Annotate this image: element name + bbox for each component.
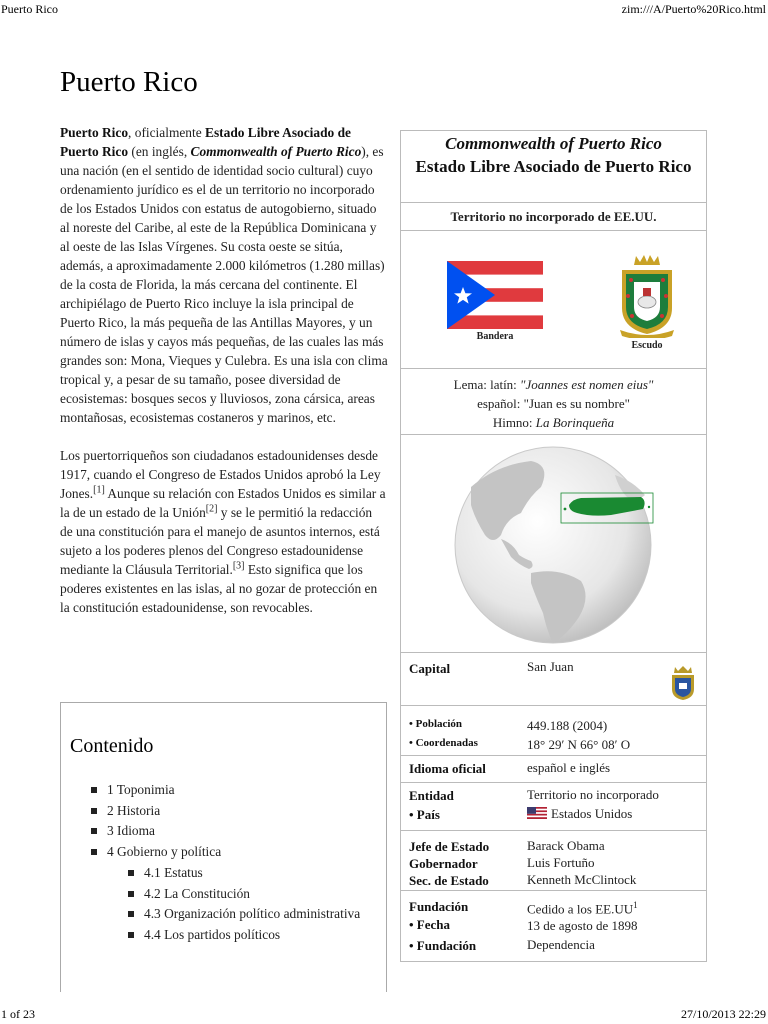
governor-value-link[interactable]: Luis Fortuño xyxy=(527,855,595,870)
print-header-url: zim:///A/Puerto%20Rico.html xyxy=(621,2,766,16)
entity-label: Entidad xyxy=(409,788,454,803)
infobox-name-english: Commonwealth of Puerto Rico xyxy=(445,134,662,153)
population-value: 449.188 (2004) xyxy=(527,718,608,733)
founding-ref-link[interactable]: 1 xyxy=(633,900,638,910)
anthem-link[interactable]: La Borinqueña xyxy=(535,415,615,430)
print-footer xyxy=(0,1006,768,1024)
flag-caption: Bandera xyxy=(476,331,514,342)
article-body xyxy=(60,123,388,636)
country-value-link[interactable]: Estados Unidos xyxy=(551,806,633,821)
population-label: • Población xyxy=(409,718,463,730)
head-of-state-value-link[interactable]: Barack Obama xyxy=(527,838,605,853)
motto-spanish: español: "Juan es su nombre" xyxy=(477,396,630,411)
entity-value: Territorio no incorporado xyxy=(527,787,659,802)
capital-value-link[interactable]: San Juan xyxy=(527,659,574,674)
capital-label: Capital xyxy=(409,661,451,676)
infobox xyxy=(400,130,707,962)
print-header xyxy=(0,2,768,18)
infobox-row-population xyxy=(401,706,706,756)
toc-item[interactable]: 4.3 Organización político administrativa xyxy=(128,904,381,925)
intro-bold-official: Estado Libre Asociado de Puerto Rico xyxy=(60,125,351,159)
founding-label: Fundación xyxy=(409,899,469,914)
print-timestamp: 27/10/2013 22:29 xyxy=(680,1007,766,1021)
infobox-row-government xyxy=(401,831,706,891)
para2-text-2: Aunque su relación con Estados Unidos es similar a la de un estado de la Unión xyxy=(60,486,386,520)
head-of-state-label: Jefe de Estado xyxy=(409,839,490,854)
capital-shield-icon[interactable] xyxy=(669,665,697,701)
governor-label: Gobernador xyxy=(409,856,478,871)
infobox-symbols xyxy=(401,231,706,369)
coordinates-label: • Coordenadas xyxy=(409,737,478,749)
print-header-title: Puerto Rico xyxy=(1,2,58,16)
motto-latin-line xyxy=(401,375,706,394)
toc-item[interactable]: 2 Historia xyxy=(91,801,381,822)
country-value[interactable] xyxy=(527,806,632,822)
founding-value-text: Cedido a los EE.UU xyxy=(527,901,634,917)
para2-text-1: Los puertorriqueños son ciudadanos estadounidenses desde 1917, cuando el Congreso de Estados Unidos aprobó la Ley Jones. xyxy=(60,448,381,501)
page-title: Puerto Rico xyxy=(60,66,198,98)
toc-item[interactable]: 3 Idioma xyxy=(91,821,381,842)
infobox-header xyxy=(401,131,706,203)
intro-english-name: Commonwealth of Puerto Rico xyxy=(190,144,362,159)
intro-text-2: (en inglés, xyxy=(128,144,191,159)
date-label: • Fecha xyxy=(409,917,451,932)
infobox-name-spanish: Estado Libre Asociado de Puerto Rico xyxy=(415,157,692,176)
infobox-data-rows xyxy=(401,653,706,955)
para2-text-4: Esto significa que los poderes existentes en las islas, al no gozar de protección en la constitución estadounidense, son revocables. xyxy=(60,562,378,615)
citizenship-paragraph xyxy=(60,446,388,617)
infobox-type: Territorio no incorporado de EE.UU. xyxy=(401,203,706,231)
motto-latin: "Joannes est nomen eius" xyxy=(520,377,654,392)
ref-link-2[interactable]: [2] xyxy=(205,503,218,515)
anthem-line xyxy=(401,413,706,432)
intro-text-1: , oficialmente xyxy=(128,125,206,140)
table-of-contents xyxy=(60,702,387,992)
language-value: español e inglés xyxy=(527,760,611,775)
founding-value xyxy=(527,900,638,917)
country-label: • País xyxy=(409,807,440,822)
founding2-value: Dependencia xyxy=(527,937,595,952)
ref-link-3[interactable]: [3] xyxy=(232,560,245,572)
motto-prefix: Lema: latín: xyxy=(453,377,521,392)
intro-paragraph xyxy=(60,123,388,427)
toc-item[interactable]: 4.2 La Constitución xyxy=(128,884,381,905)
secretary-label: Sec. de Estado xyxy=(409,873,489,888)
infobox-motto xyxy=(401,369,706,435)
ref-link-1[interactable]: [1] xyxy=(93,484,105,496)
infobox-row-language xyxy=(401,756,706,783)
coat-of-arms-icon[interactable] xyxy=(614,252,680,338)
language-label: Idioma oficial xyxy=(409,761,486,776)
intro-text-3: ), es una nación (en el sentido de identidad socio cultural) cuyo ordenamiento jurídico es el de un territorio no incorporado de los Estados Unidos con estatus de autogobierno, situado al noreste del Caribe, al este de la República Dominicana y al oeste de las Islas Vírgenes. Su costa oeste se sitúa, además, a aproximadamente 2.000 kilómetros (1.280 millas) de la costa de Florida, la más cercana del continente. El archipiélago de Puerto Rico incluye la isla principal de Puerto Rico, la más pequeña de las Antillas Mayores, y un número de islas y cayos más pequeñas, de las cuales las más grandes son: Mona, Vieques y Culebra. Es una isla con clima tropical y, a pesar de su tamaño, posee diversidad de ecosistemas: bosques secos y lluviosos, zona cársica, areas montañosas, ecosistemas costaneros y marinos, etc. xyxy=(60,144,388,425)
toc-item[interactable]: 1 Toponimia xyxy=(91,780,381,801)
orthographic-map-icon[interactable] xyxy=(401,435,706,653)
page-counter: 1 of 23 xyxy=(1,1007,35,1021)
toc-item[interactable]: 4.4 Los partidos políticos xyxy=(128,925,381,946)
infobox-map xyxy=(401,435,706,653)
coordinates-value-link[interactable]: 18° 29′ N 66° 08′ O xyxy=(527,737,631,752)
toc-item[interactable]: 4 Gobierno y política xyxy=(91,842,381,863)
para2-text-3: y se le permitió la redacción de una constitución para el manejo de asuntos internos, está sujeto a los poderes plenos del Congreso estadounidense mediante la Cláusula Territorial. xyxy=(60,505,380,577)
founding2-label: • Fundación xyxy=(409,938,477,953)
infobox-row-founding xyxy=(401,891,706,955)
toc-list xyxy=(91,780,381,946)
infobox-row-capital xyxy=(401,653,706,706)
date-value: 13 de agosto de 1898 xyxy=(527,918,638,933)
infobox-row-entity xyxy=(401,783,706,831)
anthem-prefix: Himno: xyxy=(492,415,536,430)
toc-item[interactable]: 4.1 Estatus xyxy=(128,863,381,884)
intro-bold-name: Puerto Rico xyxy=(60,125,129,140)
us-flag-icon xyxy=(527,807,547,819)
puerto-rico-flag-icon[interactable] xyxy=(447,261,543,329)
toc-title: Contenido xyxy=(70,735,154,757)
secretary-value-link[interactable]: Kenneth McClintock xyxy=(527,872,637,887)
shield-caption: Escudo xyxy=(631,340,663,351)
